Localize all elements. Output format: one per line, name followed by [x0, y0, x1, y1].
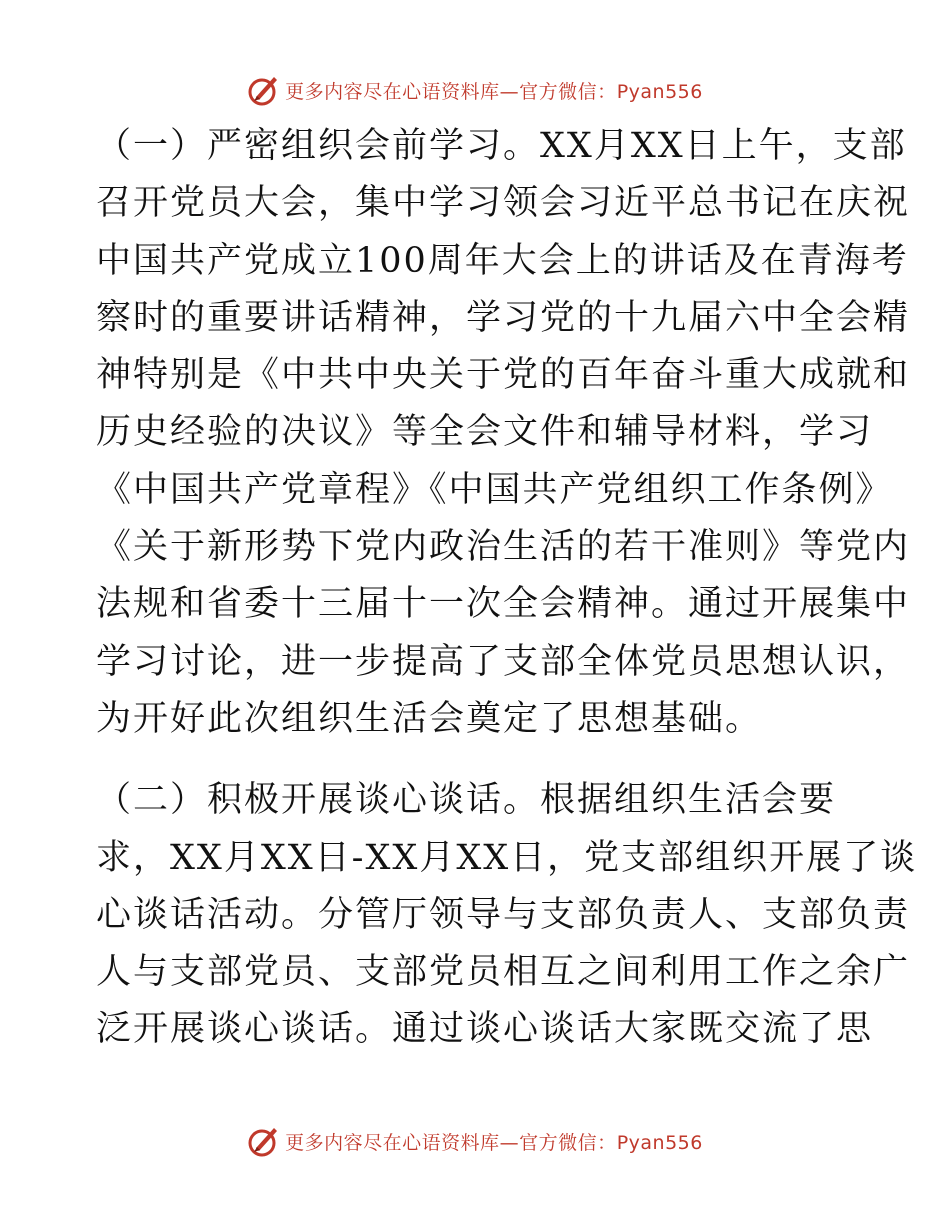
text-line: 召开党员大会，集中学习领会习近平总书记在庆祝	[96, 183, 911, 224]
text-line: 心谈话活动。分管厅领导与支部负责人、支部负责	[96, 894, 911, 935]
text-line: 中国共产党成立100周年大会上的讲话及在青海考	[96, 240, 909, 281]
footer-watermark	[0, 1121, 950, 1161]
text-line: 人与支部党员、支部党员相互之间利用工作之余广	[96, 952, 911, 993]
quill-pen-logo-icon	[247, 1124, 281, 1158]
text-line: （一）严密组织会前学习。XX月XX日上午，支部	[96, 126, 907, 166]
quill-pen-logo-icon	[247, 73, 281, 107]
watermark-account: Pyan556	[616, 1131, 703, 1154]
text-line: 历史经验的决议》等全会文件和辅导材料，学习	[96, 412, 874, 453]
text-line: 求，XX月XX日-XX月XX日，党支部组织开展了谈	[96, 837, 918, 878]
document-body	[96, 118, 918, 1059]
text-line: 法规和省委十三届十一次全会精神。通过开展集中	[96, 584, 911, 625]
watermark-wechat-label: 官方微信：	[519, 80, 617, 103]
text-line: 为开好此次组织生活会奠定了思想基础。	[96, 698, 763, 739]
text-line: 《中国共产党章程》《中国共产党组织工作条例》	[96, 469, 893, 510]
text-line: 神特别是《中共中央关于党的百年奋斗重大成就和	[96, 355, 911, 396]
header-watermark	[0, 70, 950, 110]
text-line: 泛开展谈心谈话。通过谈心谈话大家既交流了思	[96, 1009, 874, 1050]
paragraph-heart-talks	[96, 772, 918, 1058]
text-line: 《关于新形势下党内政治生活的若干准则》等党内	[96, 527, 911, 568]
watermark-text: 更多内容尽在心语资料库	[285, 80, 500, 103]
watermark-text: 更多内容尽在心语资料库	[285, 1131, 500, 1154]
paragraph-meeting-study	[96, 118, 911, 748]
text-line: （二）积极开展谈心谈话。根据组织生活会要	[96, 780, 837, 821]
watermark-account: Pyan556	[616, 80, 703, 103]
watermark-wechat-label: 官方微信：	[519, 1131, 617, 1154]
watermark-separator: —	[499, 1131, 520, 1154]
text-line: 察时的重要讲话精神，学习党的十九届六中全会精	[96, 297, 911, 338]
text-line: 学习讨论，进一步提高了支部全体党员思想认识，	[96, 641, 911, 682]
watermark-separator: —	[499, 80, 520, 103]
